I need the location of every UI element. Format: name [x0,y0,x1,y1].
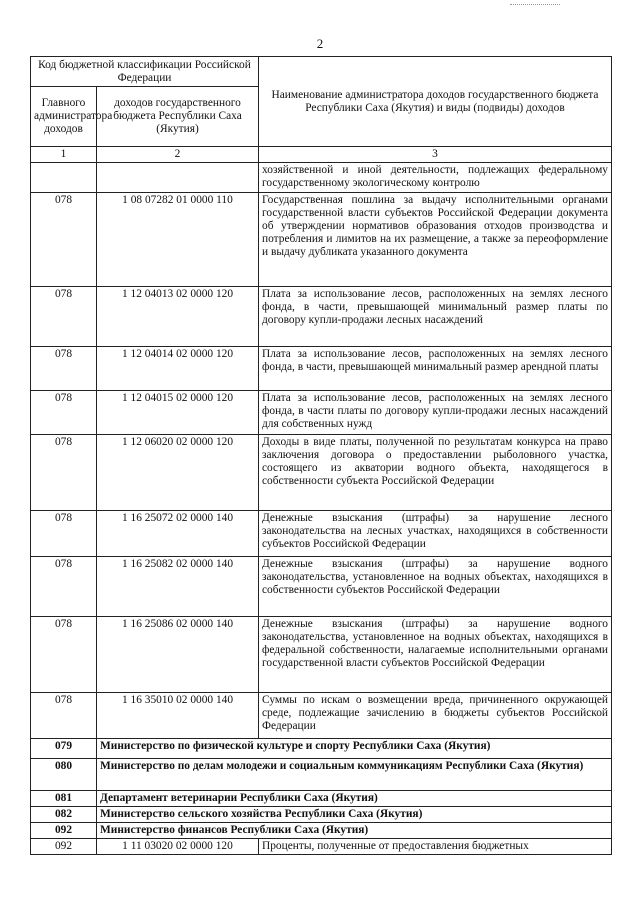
column-number-2: 2 [97,147,259,163]
admin-code: 078 [31,193,97,287]
revenue-description: Денежные взыскания (штрафы) за нарушение водного законодательства, установленное на водных объектах, находящихся в собственности субъектов Российской Федерации [259,557,612,617]
revenue-description: Суммы по искам о возмещении вреда, причиненного окружающей среде, подлежащие зачислению в бюджеты субъектов Российской Федерации [259,693,612,739]
budget-classification-table [30,56,612,855]
admin-code: 079 [31,739,97,759]
revenue-description: Государственная пошлина за выдачу исполнительными органами государственной власти субъектов Российской Федерации документа об утверждении нормативов образования отходов производства и потребления и лимитов на их размещение, а также за переоформление и выдачу дубликата указанного документа [259,193,612,287]
ministry-name: Министерство сельского хозяйства Республики Саха (Якутия) [97,807,612,823]
revenue-description: Плата за использование лесов, расположенных на землях лесного фонда, в части платы по договору купли-продажи лесных насаждений для собственных нужд [259,391,612,435]
scan-artifact [510,4,560,5]
admin-code: 092 [31,823,97,839]
column-number-3: 3 [259,147,612,163]
revenue-code [97,163,259,193]
page-number: 2 [316,36,324,51]
ministry-name: Министерство финансов Республики Саха (Якутия) [97,823,612,839]
ministry-name: Министерство по физической культуре и спорту Республики Саха (Якутия) [97,739,612,759]
table-row [31,287,612,347]
table-row [31,347,612,391]
admin-code: 078 [31,617,97,693]
revenue-code: 1 08 07282 01 0000 110 [97,193,259,287]
header-col1-title: Главного администратора доходов [31,87,97,147]
revenue-code: 1 16 25086 02 0000 140 [97,617,259,693]
ministry-row [31,823,612,839]
ministry-row [31,807,612,823]
revenue-description: Плата за использование лесов, расположенных на землях лесного фонда, в части, превышающей минимальный размер платы по договору купли-продажи лесных насаждений [259,287,612,347]
table-row [31,617,612,693]
revenue-description: Денежные взыскания (штрафы) за нарушение лесного законодательства на лесных участках, находящихся в собственности субъектов Российской Федерации [259,511,612,557]
admin-code: 092 [31,839,97,855]
revenue-code: 1 11 03020 02 0000 120 [97,839,259,855]
admin-code: 080 [31,759,97,791]
table-row [31,557,612,617]
table-row [31,391,612,435]
revenue-description: Плата за использование лесов, расположенных на землях лесного фонда, в части, превышающей минимальный размер арендной платы [259,347,612,391]
table-row [31,193,612,287]
header-col3-title: Наименование администратора доходов государственного бюджета Республики Саха (Якутия) и виды (подвиды) доходов [259,57,612,147]
revenue-code: 1 16 35010 02 0000 140 [97,693,259,739]
revenue-code: 1 12 06020 02 0000 120 [97,435,259,511]
admin-code: 078 [31,287,97,347]
revenue-description: Проценты, полученные от предоставления бюджетных [259,839,612,855]
admin-code: 078 [31,435,97,511]
ministry-name: Департамент ветеринарии Республики Саха (Якутия) [97,791,612,807]
admin-code: 078 [31,511,97,557]
revenue-description: хозяйственной и иной деятельности, подлежащих федеральному государственному экологическому контролю [259,163,612,193]
admin-code: 081 [31,791,97,807]
column-number-1: 1 [31,147,97,163]
revenue-code: 1 16 25072 02 0000 140 [97,511,259,557]
revenue-code: 1 12 04015 02 0000 120 [97,391,259,435]
admin-code: 082 [31,807,97,823]
admin-code: 078 [31,347,97,391]
ministry-row [31,791,612,807]
revenue-description: Доходы в виде платы, полученной по результатам конкурса на право заключения договора о предоставлении рыболовного участка, состоящего из акватории водного объекта, находящегося в собственности субъекта Российской Федерации [259,435,612,511]
admin-code: 078 [31,557,97,617]
ministry-row [31,739,612,759]
table-row [31,435,612,511]
header-col2-title: доходов государственного бюджета Республики Саха (Якутия) [97,87,259,147]
table-row [31,693,612,739]
admin-code: 078 [31,391,97,435]
table-row [31,163,612,193]
header-group-title: Код бюджетной классификации Российской Федерации [31,57,259,87]
revenue-code: 1 12 04014 02 0000 120 [97,347,259,391]
admin-code [31,163,97,193]
revenue-description: Денежные взыскания (штрафы) за нарушение водного законодательства, установленное на водных объектах, находящихся в федеральной собственности, налагаемые исполнительными органами государственной власти субъектов Российской Федерации [259,617,612,693]
revenue-code: 1 16 25082 02 0000 140 [97,557,259,617]
admin-code: 078 [31,693,97,739]
ministry-name: Министерство по делам молодежи и социальным коммуникациям Республики Саха (Якутия) [97,759,612,791]
ministry-row [31,759,612,791]
table-row [31,839,612,855]
revenue-code: 1 12 04013 02 0000 120 [97,287,259,347]
table-row [31,511,612,557]
